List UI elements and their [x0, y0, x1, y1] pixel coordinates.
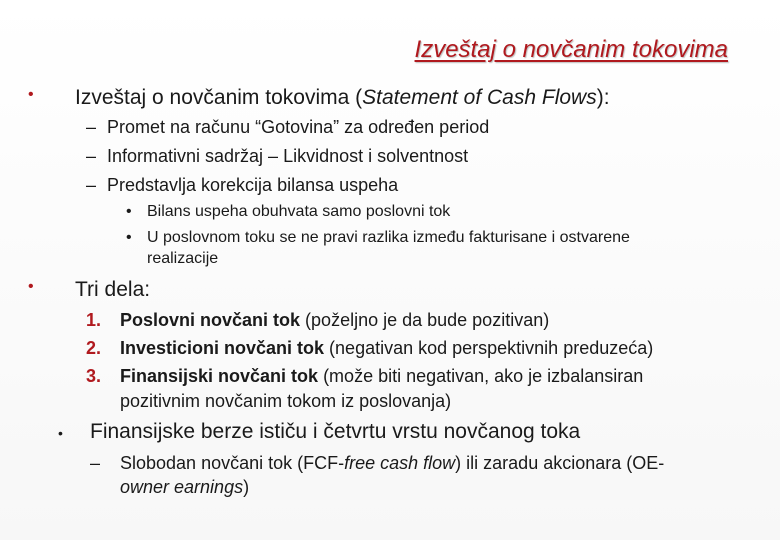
bullet-fourth-type: Finansijske berze ističu i četvrtu vrstu novčanog toka	[90, 420, 581, 443]
numbered-bold: Investicioni novčani tok	[120, 338, 325, 358]
numbered-bold: Poslovni novčani tok	[120, 310, 301, 330]
dash-icon: –	[86, 146, 97, 166]
bullet-icon: •	[126, 203, 132, 220]
bullet-text-italic: Statement of Cash Flows	[362, 86, 597, 109]
subsub-item-cont: realizacije	[147, 250, 219, 267]
dash-icon: –	[90, 453, 101, 473]
bullet-three-parts: Tri dela:	[75, 278, 151, 301]
dash-icon: –	[86, 117, 97, 137]
oe-italic: owner earnings	[120, 477, 244, 497]
number-label: 1.	[86, 310, 102, 330]
sub-item: Informativni sadržaj – Likvidnost i solventnost	[107, 146, 469, 166]
subsub-item: U poslovnom toku se ne pravi razlika između fakturisane i ostvarene	[147, 229, 630, 246]
sub-item: Predstavlja korekcija bilansa uspeha	[107, 175, 399, 195]
oe-text: )	[243, 477, 250, 497]
number-label: 3.	[86, 366, 102, 386]
fcf-italic: free cash flow	[344, 453, 456, 473]
fcf-text: ) ili zaradu akcionara (OE-	[455, 453, 665, 473]
numbered-item	[120, 366, 643, 387]
numbered-rest: (poželjno je da bude pozitivan)	[300, 310, 550, 330]
sub-item-fcf	[120, 453, 664, 474]
fcf-text: Slobodan novčani tok (FCF-	[120, 453, 345, 473]
bullet-text-part: Izveštaj o novčanim tokovima (	[75, 86, 363, 109]
numbered-rest: (može biti negativan, ako je izbalansiran	[318, 366, 644, 386]
sub-item: Promet na računu “Gotovina” za određen period	[107, 117, 490, 137]
dash-icon: –	[86, 175, 97, 195]
numbered-bold: Finansijski novčani tok	[120, 366, 319, 386]
bullet-text-part: ):	[596, 86, 610, 109]
numbered-item	[120, 338, 653, 359]
subsub-item: Bilans uspeha obuhvata samo poslovni tok	[147, 203, 451, 220]
bullet-statement	[75, 86, 610, 110]
bullet-icon: •	[28, 86, 34, 103]
bullet-icon: •	[126, 229, 132, 246]
number-label: 2.	[86, 338, 102, 358]
sub-item-fcf-cont	[120, 477, 249, 498]
slide-title: Izveštaj o novčanim tokovima	[414, 36, 728, 63]
numbered-item	[120, 310, 549, 331]
bullet-icon: •	[58, 425, 63, 441]
bullet-icon: •	[28, 278, 34, 295]
numbered-rest: (negativan kod perspektivnih preduzeća)	[324, 338, 654, 358]
numbered-item-cont: pozitivnim novčanim tokom iz poslovanja)	[120, 391, 452, 411]
